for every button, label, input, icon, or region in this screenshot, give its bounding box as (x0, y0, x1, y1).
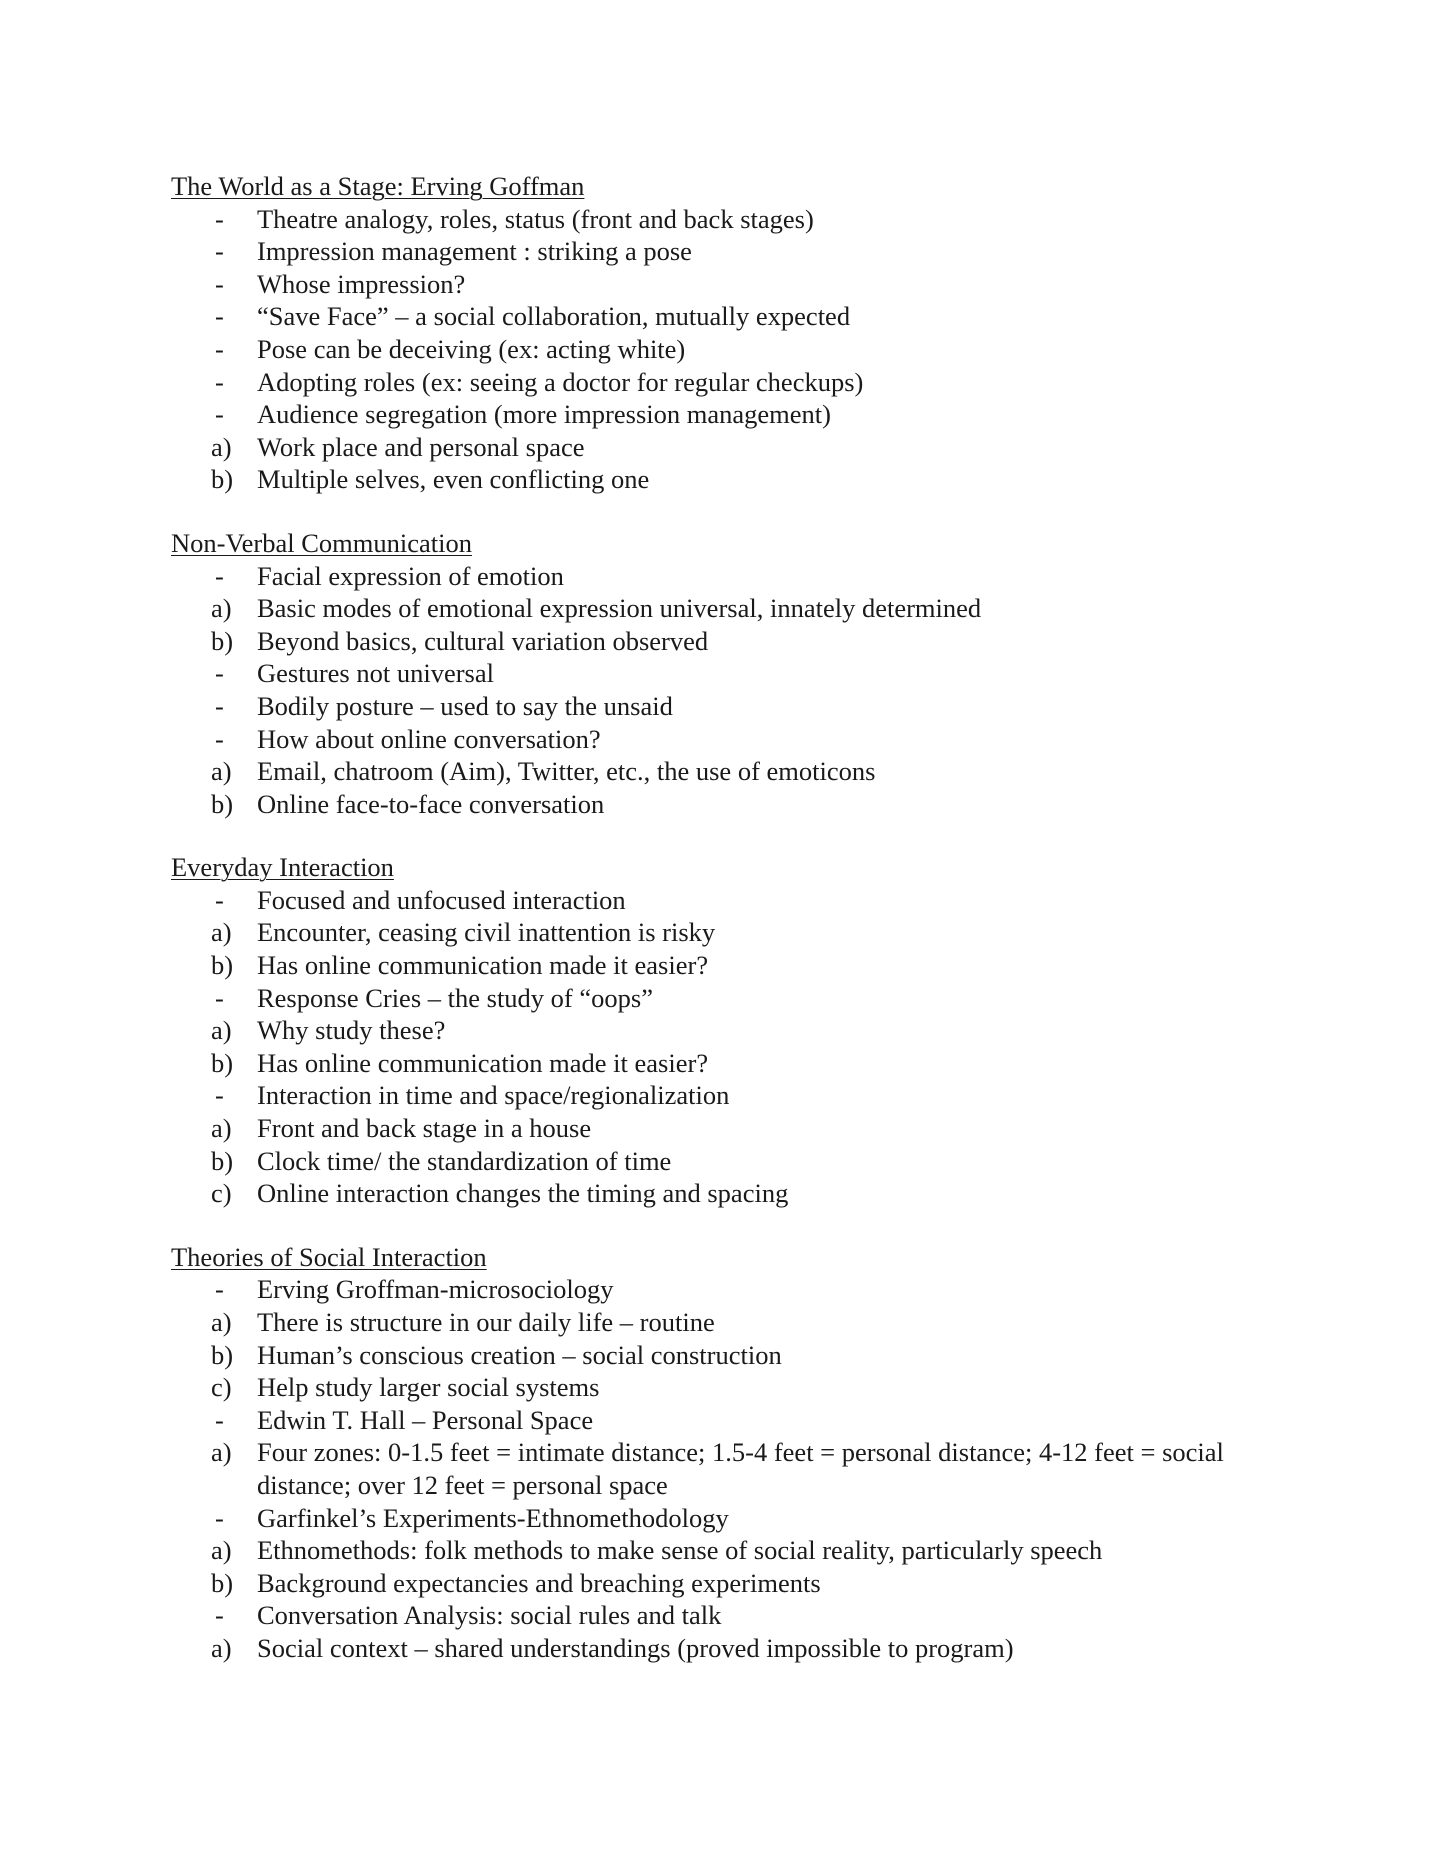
list-item-text: Focused and unfocused interaction (257, 884, 626, 915)
list-item (171, 463, 1291, 496)
list-item-text: Human’s conscious creation – social construction (257, 1339, 782, 1370)
list-item-text: Front and back stage in a house (257, 1113, 592, 1144)
list-item-text: Online face-to-face conversation (257, 788, 605, 819)
document-content (171, 170, 1291, 1696)
list-item (171, 884, 1291, 917)
list-item-text: Garfinkel’s Experiments-Ethnomethodology (257, 1502, 729, 1533)
list-item (171, 1502, 1291, 1535)
list-marker: b) (211, 464, 234, 495)
list-item (171, 1177, 1291, 1210)
list-item (171, 431, 1291, 464)
list-item-text: How about online conversation? (257, 723, 601, 754)
list-marker: a) (211, 593, 232, 624)
list-item-text: Has online communication made it easier? (257, 1047, 709, 1078)
list-marker: b) (211, 1047, 234, 1078)
list-item-text: There is structure in our daily life – routine (257, 1307, 715, 1337)
list-item-text: Adopting roles (ex: seeing a doctor for regular checkups) (257, 366, 864, 397)
list-marker: a) (211, 1307, 232, 1337)
section (171, 1241, 1291, 1665)
list-marker: a) (211, 756, 232, 787)
list-marker: - (215, 268, 224, 299)
list-marker: b) (211, 950, 234, 981)
list-marker: - (215, 658, 224, 689)
list-item (171, 560, 1291, 593)
list-item (171, 755, 1291, 788)
list-marker: - (215, 333, 224, 364)
list-item (171, 398, 1291, 431)
list-item (171, 657, 1291, 690)
list-marker: - (215, 884, 224, 915)
list-item (171, 1534, 1291, 1567)
list-marker: - (215, 203, 224, 234)
list-marker: - (215, 1080, 224, 1111)
section-heading: Non-Verbal Communication (171, 527, 473, 558)
list-item (171, 788, 1291, 821)
list-marker: - (215, 1502, 224, 1533)
list-item-text: Bodily posture – used to say the unsaid (257, 690, 673, 721)
list-item-text: Impression management : striking a pose (257, 236, 692, 267)
section (171, 851, 1291, 1210)
list-item-text: Ethnomethods: folk methods to make sense of social reality, particularly speech (257, 1535, 1103, 1566)
list-marker: - (215, 236, 224, 267)
list-item (171, 366, 1291, 399)
list-item-text: Facial expression of emotion (257, 560, 564, 591)
list-item (171, 268, 1291, 301)
list-item (171, 949, 1291, 982)
list-marker: b) (211, 1339, 234, 1370)
section-heading: The World as a Stage: Erving Goffman (171, 171, 585, 201)
section (171, 527, 1291, 820)
list-item (171, 1632, 1291, 1665)
list-item (171, 333, 1291, 366)
list-item-text: Theatre analogy, roles, status (front and back stages) (257, 203, 814, 234)
list-marker: - (215, 366, 224, 397)
list-item (171, 1145, 1291, 1178)
list-item-text: Response Cries – the study of “oops” (257, 982, 653, 1013)
list-marker: - (215, 1274, 224, 1305)
list-item (171, 1306, 1291, 1339)
list-item (171, 1273, 1291, 1306)
list-marker: c) (211, 1178, 232, 1209)
list-item-text: Interaction in time and space/regionalization (257, 1080, 730, 1111)
list-item-text: Gestures not universal (257, 658, 494, 689)
list-item (171, 592, 1291, 625)
list-item-text: Conversation Analysis: social rules and talk (257, 1600, 722, 1631)
list-marker: b) (211, 1567, 234, 1598)
section-heading: Theories of Social Interaction (171, 1241, 487, 1272)
list-item (171, 203, 1291, 236)
list-marker: - (215, 1404, 224, 1435)
list-marker: a) (211, 1535, 232, 1566)
list-item (171, 1371, 1291, 1404)
list-marker: b) (211, 625, 234, 656)
list-marker: - (215, 560, 224, 591)
list-marker: b) (211, 788, 234, 819)
list-marker: a) (211, 431, 232, 462)
list-marker: - (215, 690, 224, 721)
list-item-text: “Save Face” – a social collaboration, mutually expected (257, 301, 851, 332)
list-item (171, 1047, 1291, 1080)
list-marker: a) (211, 917, 232, 948)
list-item-text: Audience segregation (more impression management) (257, 399, 831, 430)
list-marker: a) (211, 1437, 232, 1468)
list-item (171, 1112, 1291, 1145)
list-marker: a) (211, 1015, 232, 1046)
list-marker: - (215, 399, 224, 430)
list-item-text: Pose can be deceiving (ex: acting white) (257, 333, 686, 364)
list-marker: a) (211, 1632, 232, 1663)
list-item (171, 1567, 1291, 1600)
list-item-text: Social context – shared understandings (proved impossible to program) (257, 1632, 1014, 1663)
list-item-text: Email, chatroom (Aim), Twitter, etc., the use of emoticons (257, 756, 876, 787)
list-item-text: Edwin T. Hall – Personal Space (257, 1404, 594, 1435)
section (171, 170, 1291, 496)
list-item (171, 1404, 1291, 1437)
list-marker: a) (211, 1113, 232, 1144)
list-item-text: Beyond basics, cultural variation observed (257, 625, 709, 656)
list-item-text: Work place and personal space (257, 431, 585, 462)
list-item-text: Online interaction changes the timing and spacing (257, 1178, 789, 1209)
list-item-text: Whose impression? (257, 268, 466, 299)
list-item-text: Has online communication made it easier? (257, 950, 709, 981)
list-item-text: Encounter, ceasing civil inattention is risky (257, 917, 716, 948)
list-item (171, 1339, 1291, 1372)
list-item-text: Why study these? (257, 1015, 446, 1046)
list-item-text: Clock time/ the standardization of time (257, 1145, 672, 1176)
list-item-text: Four zones: 0-1.5 feet = intimate distance; 1.5-4 feet = personal distance; 4-12 feet = social distance; over 12 feet = personal space (257, 1437, 1224, 1500)
list-item (171, 625, 1291, 658)
list-item (171, 1436, 1291, 1501)
list-marker: - (215, 1600, 224, 1631)
list-item (171, 690, 1291, 723)
list-item (171, 235, 1291, 268)
list-marker: - (215, 723, 224, 754)
list-item-text: Basic modes of emotional expression universal, innately determined (257, 593, 982, 624)
list-item (171, 300, 1291, 333)
list-item (171, 723, 1291, 756)
list-item (171, 1079, 1291, 1112)
list-marker: - (215, 982, 224, 1013)
list-item (171, 916, 1291, 949)
list-marker: c) (211, 1372, 232, 1403)
list-item-text: Erving Groffman-microsociology (257, 1274, 614, 1305)
list-marker: b) (211, 1145, 234, 1176)
list-item (171, 1014, 1291, 1047)
section-heading: Everyday Interaction (171, 852, 394, 883)
list-item-text: Multiple selves, even conflicting one (257, 464, 650, 495)
list-item-text: Help study larger social systems (257, 1372, 600, 1403)
list-item (171, 982, 1291, 1015)
list-item (171, 1599, 1291, 1632)
list-marker: - (215, 301, 224, 332)
list-item-text: Background expectancies and breaching experiments (257, 1567, 821, 1598)
